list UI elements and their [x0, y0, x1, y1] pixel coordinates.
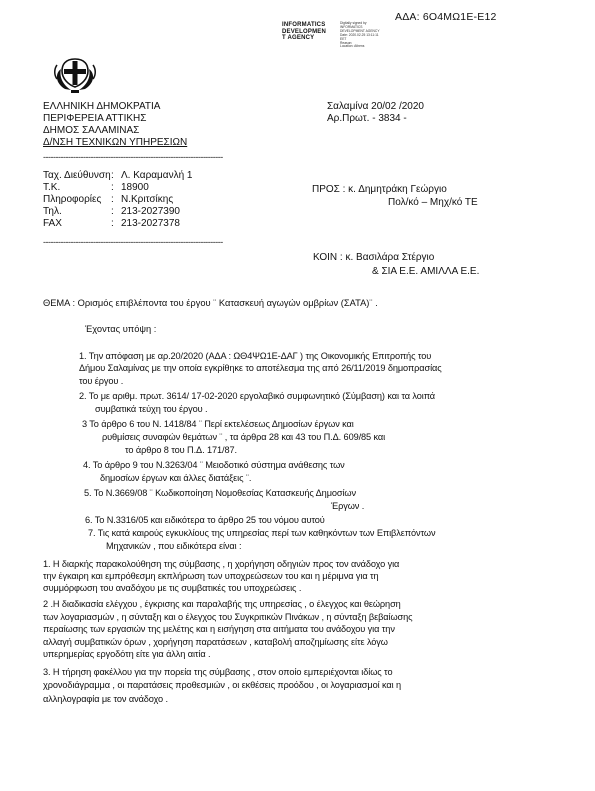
list-item: 6. Το Ν.3316/05 και ειδικότερα το άρθρο 25 του νόμου αυτού — [85, 515, 325, 525]
agency-line: INFORMATICS — [282, 22, 326, 28]
duty-line: 1. Η διαρκής παρακολούθηση της σύμβασης , η χορήγηση οδηγιών προς τον ανάδοχο για — [43, 559, 400, 569]
sender-block — [43, 101, 187, 149]
detail-value: 213-2027378 — [121, 218, 180, 229]
agency-line: DEVELOPMEN — [282, 28, 327, 35]
detail-value: 18900 — [121, 182, 149, 193]
detail-row-phone: Τηλ. : 213-2027390 — [43, 206, 180, 217]
detail-value: Λ. Καραμανλή 1 — [121, 170, 193, 181]
signature-detail: DEVELOPMENT AGENCY — [340, 28, 380, 33]
detail-value: Ν.Κριτσίκης — [121, 194, 174, 205]
list-item: 4. Το άρθρο 9 του Ν.3263/04 ¨ Μειοδοτικό σύστημα ανάθεσης των — [83, 460, 345, 470]
digital-signature-details — [340, 22, 380, 49]
list-item: το άρθρο 8 του Π.Δ. 171/87. — [125, 445, 237, 455]
recipient-to: ΠΡΟΣ : κ. Δημητράκη Γεώργιο — [312, 184, 447, 195]
detail-key: Τηλ. — [43, 206, 62, 217]
separator-top: ------------------------------------------------------------------------ — [43, 152, 223, 162]
greek-emblem-icon — [51, 47, 99, 95]
signature-detail: Digitally signed by — [340, 21, 367, 25]
duty-line: αλληλογραφία με τον ανάδοχο . — [43, 694, 168, 704]
protocol-number: Αρ.Πρωτ. - 3834 - — [327, 113, 407, 124]
duty-line: υπερημερίας εργοδότη είτε για άλλη αιτία . — [43, 649, 211, 659]
signature-detail: Location: Athens — [340, 44, 365, 49]
list-item: συμβατικά τεύχη του έργου . — [95, 404, 208, 414]
list-item: 2. Το με αριθμ. πρωτ. 3614/ 17-02-2020 εργολαβικό συμφωνητικό (Σύμβαση) και τα λοιπά — [79, 391, 436, 401]
list-item: Δήμου Σαλαμίνας με την οποία εγκρίθηκε το αποτέλεσμα της από 26/11/2019 δημοπρασίας — [79, 363, 442, 373]
detail-value: 213-2027390 — [121, 206, 180, 217]
detail-key: Πληροφορίες — [43, 194, 102, 205]
sender-region: ΠΕΡΙΦΕΡΕΙΑ ΑΤΤΙΚΗΣ — [43, 113, 147, 124]
sender-country: ΕΛΛΗΝΙΚΗ ΔΗΜΟΚΡΑΤΙΑ — [43, 101, 161, 112]
signature-detail: Date: 2020.02.25 13:11:11 — [340, 32, 379, 37]
sender-department: Δ/ΝΣΗ ΤΕΧΝΙΚΩΝ ΥΠΗΡΕΣΙΩΝ — [43, 137, 188, 148]
list-item: Έργων . — [331, 501, 365, 511]
duty-line: των λογαριασμών , η σύνταξη και ο έλεγχος του Συγκριτικών Πινάκων , η σύνταξη βεβαίωσης — [43, 612, 413, 622]
list-item: Μηχανικών , που ειδικότερα είναι : — [106, 541, 242, 551]
list-item: 7. Τις κατά καιρούς εγκυκλίους της υπηρεσίας περί των καθηκόντων των Επιβλεπόντων — [88, 528, 436, 538]
detail-row-postcode: Τ.Κ. : 18900 — [43, 182, 149, 193]
detail-row-info: Πληροφορίες : Ν.Κριτσίκης — [43, 194, 174, 205]
digital-signature-agency — [282, 22, 326, 42]
duty-line: αλλαγή συμβατικών όρων , χορήγηση παρατάσεων , καταβολή αποζημίωσης είτε λόγω — [43, 637, 388, 647]
document-date: Σαλαμίνα 20/02 /2020 — [327, 101, 424, 112]
document-meta — [327, 101, 424, 125]
detail-row-fax: FAX : 213-2027378 — [43, 218, 180, 229]
recipient-cc: ΚΟΙΝ : κ. Βασιλάρα Στέργιο — [313, 252, 435, 263]
detail-key: Τ.Κ. — [43, 182, 61, 193]
list-item: 5. Το Ν.3669/08 ¨ Κωδικοποίηση Νομοθεσίας Κατασκευής Δημοσίων — [84, 488, 356, 498]
recipient-cc-company: & ΣΙΑ Ε.Ε. ΑΜΙΛΛΑ Ε.Ε. — [372, 266, 480, 277]
sender-municipality: ΔΗΜΟΣ ΣΑΛΑΜΙΝΑΣ — [43, 125, 140, 136]
signature-detail: Reason: — [340, 40, 353, 45]
signature-detail: EET — [340, 36, 347, 41]
list-item: ρυθμίσεις συναφών θεμάτων ¨ , τα άρθρα 28 και 43 του Π.Δ. 609/85 και — [102, 432, 386, 442]
list-item: δημοσίων έργων και άλλες διατάξεις ¨. — [100, 473, 252, 483]
duty-line: περαίωσης των εργασιών της μελέτης και η εισήγηση στα αιτήματα του ανάδοχου για την — [43, 624, 395, 634]
list-item: 3 Το άρθρο 6 του Ν. 1418/84 ¨ Περί εκτελέσεως Δημοσίων έργων και — [82, 419, 354, 429]
subject-line: ΘΕΜΑ : Ορισμός επιβλέποντα του έργου ¨ Κατασκευή αγωγών ομβρίων (ΣΑΤΑ)¨ . — [43, 298, 378, 308]
duty-line: συμμόρφωση του αναδόχου με τις συμβατικές του υποχρεώσεις . — [43, 583, 302, 593]
sender-details — [43, 170, 192, 230]
considerations-intro: Έχοντας υπόψη : — [85, 324, 157, 334]
duty-line: χρονοδιάγραμμα , οι παρατάσεις προθεσμιών , οι εκθέσεις προόδου , οι λογαριασμοί και η — [43, 680, 401, 690]
agency-line: T AGENCY — [282, 35, 315, 42]
list-item: του έργου . — [79, 376, 124, 386]
duty-line: 2 .Η διαδικασία ελέγχου , έγκρισης και παραλαβής της υπηρεσίας , ο έλεγχος και θεώρηση — [43, 599, 401, 609]
signature-detail: INFORMATICS — [340, 24, 363, 29]
duty-line: την έγκαιρη και εμπρόθεσμη εκπλήρωση των υποχρεώσεων του και η μέριμνα για τη — [43, 571, 379, 581]
detail-row-address: Ταχ. Διεύθυνση : Λ. Καραμανλή 1 — [43, 170, 193, 181]
detail-key: Ταχ. Διεύθυνση — [43, 170, 111, 181]
ada-code: ΑΔΑ: 6Ο4ΜΩ1Ε-Ε12 — [395, 11, 497, 23]
recipient-to-title: Πολ/κό – Μηχ/κό ΤΕ — [388, 197, 478, 208]
detail-key: FAX — [43, 218, 62, 229]
duty-line: 3. Η τήρηση φακέλλου για την πορεία της σύμβασης , στον οποίο εμπεριέχονται ιδίως το — [43, 667, 393, 677]
list-item: 1. Την απόφαση με αρ.20/2020 (ΑΔΑ : ΩΘ4ΨΩ1Ε-ΔΑΓ ) της Οικονομικής Επιτροπής του — [79, 351, 432, 361]
separator-bottom: ------------------------------------------------------------------------ — [43, 237, 223, 247]
